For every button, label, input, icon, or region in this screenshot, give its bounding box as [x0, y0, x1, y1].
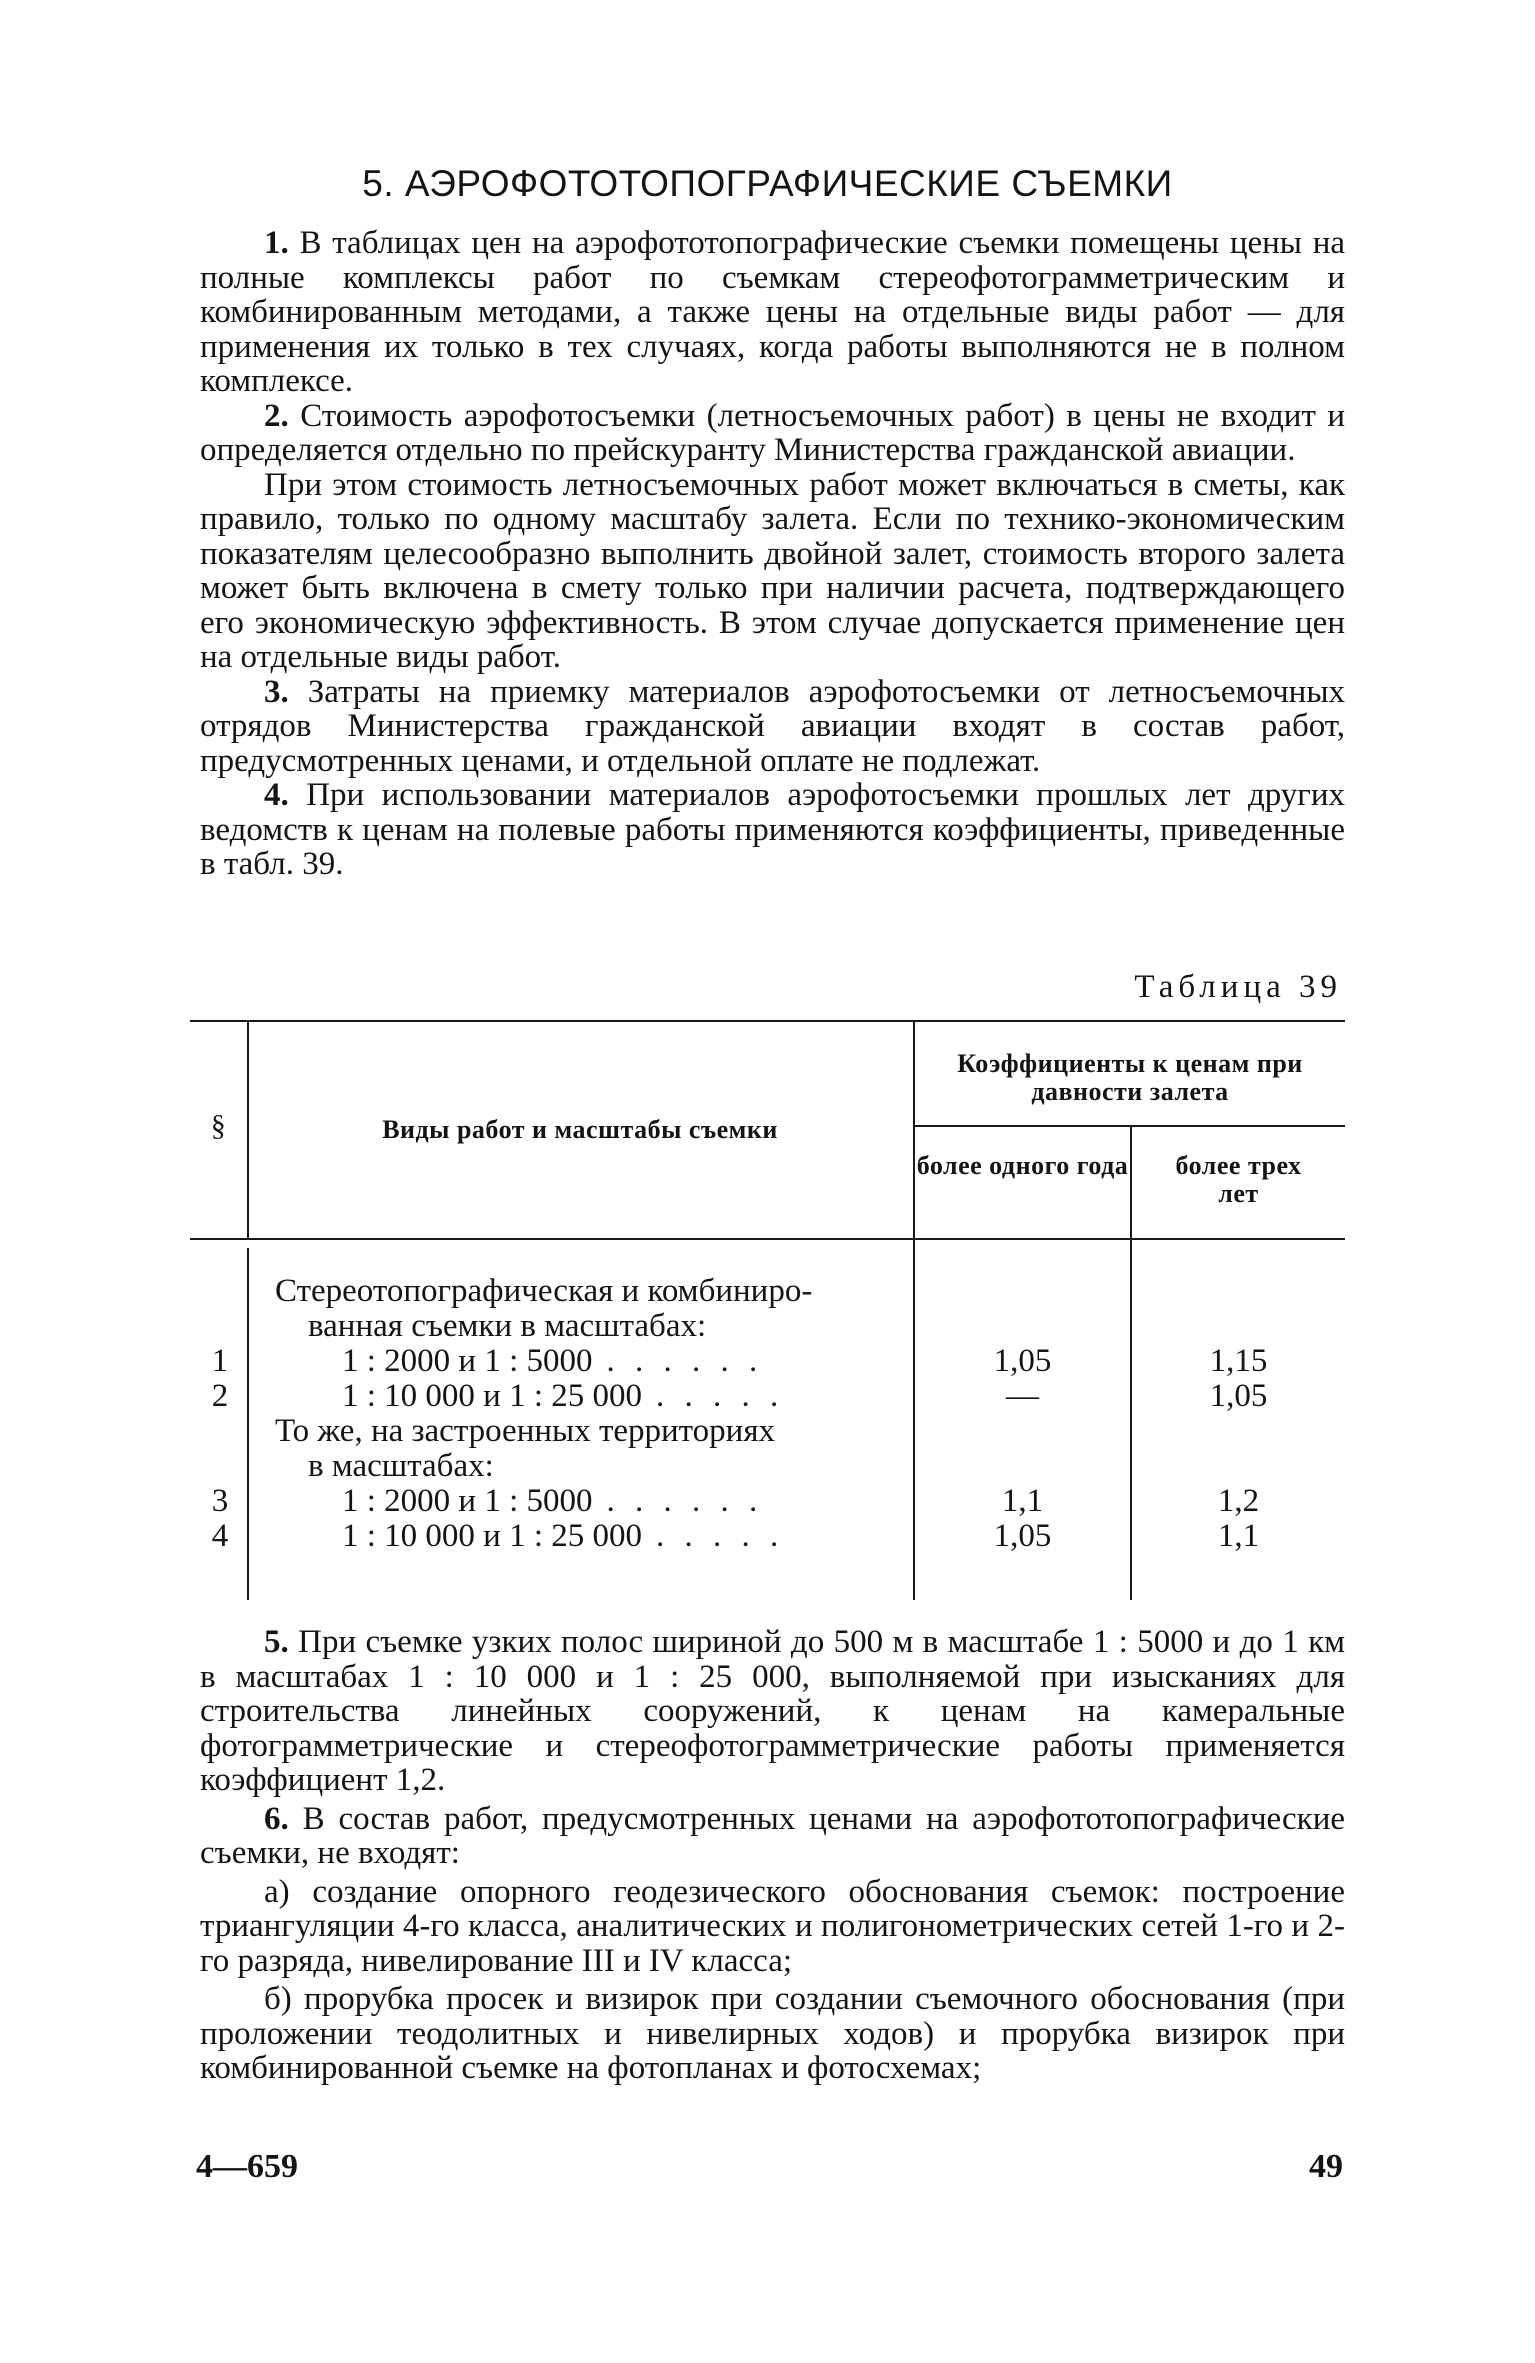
row-3-one-year: 1,1	[1001, 1483, 1044, 1519]
paragraph-6: 6. В состав работ, предусмотренных ценами на аэрофототопографические съемки, не входят:	[200, 1800, 1346, 1871]
row-3-three-years: 1,2	[1217, 1483, 1260, 1519]
header-more-three-years: более трех лет	[1175, 1151, 1302, 1208]
table-top-rule	[190, 1020, 1345, 1022]
table-label: Таблица 39	[1134, 969, 1342, 1005]
row-3-number: 3	[211, 1483, 229, 1519]
paragraph-4: 4. При использовании материалов аэрофотосъемки прошлых лет других ведомств к ценам на полевые работы применяются коэффициенты, приведенные в табл. 39.	[200, 777, 1346, 882]
row-2-three-years: 1,05	[1209, 1378, 1268, 1414]
row-4-three-years: 1,1	[1217, 1518, 1260, 1554]
paragraph-2: 2. Стоимость аэрофотосъемки (летносъемочных работ) в цены не входит и определяется отдельно по прейскуранту Министерства гражданской авиации.	[200, 397, 1345, 468]
row-1-scale: 1 : 2000 и 1 : 5000 . . . . . .	[342, 1343, 764, 1379]
signature-mark: 4—659	[196, 2148, 298, 2185]
row-1-number: 1	[211, 1343, 229, 1379]
header-work-types: Виды работ и масштабы съемки	[382, 1115, 778, 1144]
paragraph-2-continued: При этом стоимость летносъемочных работ может включаться в сметы, как правило, только по одному масштабу залета. Если по технико-экономическим показателям целесообразно выполнить двойной залет, стоимость второго залета может быть включена в смету только при наличии расчета, подтверждающего его экономическую эффективность. В этом случае допускается применение цен на отдельные виды работ.	[200, 466, 1345, 675]
paragraph-6a: а) создание опорного геодезического обоснования съемок: построение триангуляции 4-го класса, аналитических и полигонометрических сетей 1-го и 2-го разряда, нивелирование III и IV класса;	[200, 1873, 1345, 1979]
row-2-number: 2	[211, 1378, 229, 1414]
paragraphs-top	[200, 226, 1345, 882]
paragraph-6b: б) прорубка просек и визирок при создании съемочного обоснования (при проложении теодолитных и нивелирных ходов) и прорубка визирок при комбинированной съемке на фотопланах и фотосхемах;	[200, 1981, 1345, 2086]
header-bottom-rule	[190, 1238, 1345, 1240]
section-title: 5. АЭРОФОТОТОПОГРАФИЧЕСКИЕ СЪЕМКИ	[362, 163, 1173, 204]
coefficients-table	[190, 1020, 1345, 1600]
page-number: 49	[1309, 2148, 1343, 2185]
header-section-symbol: §	[210, 1109, 227, 1142]
group-2-title-line-2: в масштабах:	[308, 1448, 494, 1484]
paragraph-1: 1. В таблицах цен на аэрофототопографические съемки помещены цены на полные комплексы работ по съемкам стереофотограмметрическим и комбинированным методами, а также цены на отдельные виды работ — для применения их только в тех случаях, когда работы выполняются не в полном комплексе.	[200, 225, 1345, 399]
row-3-scale: 1 : 2000 и 1 : 5000 . . . . . .	[342, 1483, 764, 1519]
header-more-one-year: более одного года	[916, 1151, 1129, 1180]
row-2-one-year: —	[1006, 1378, 1039, 1414]
group-2-title-line-1: То же, на застроенных территориях	[275, 1413, 775, 1449]
group-1-title-line-1: Стереотопографическая и комбиниро-	[275, 1273, 813, 1309]
row-4-number: 4	[211, 1518, 229, 1554]
paragraph-3: 3. Затраты на приемку материалов аэрофотосъемки от летносъемочных отрядов Министерства гражданской авиации входят в состав работ, предусмотренных ценами, и отдельной оплате не подлежат.	[200, 673, 1345, 779]
row-1-three-years: 1,15	[1209, 1343, 1268, 1379]
row-2-scale: 1 : 10 000 и 1 : 25 000 . . . . .	[342, 1378, 785, 1414]
paragraphs-bottom	[200, 1625, 1345, 2086]
row-4-scale: 1 : 10 000 и 1 : 25 000 . . . . .	[342, 1518, 785, 1554]
group-1-title-line-2: ванная съемки в масштабах:	[308, 1308, 707, 1344]
header-coefficients: Коэффициенты к ценам при давности залета	[957, 1049, 1303, 1106]
row-4-one-year: 1,05	[993, 1518, 1052, 1554]
row-1-one-year: 1,05	[993, 1343, 1052, 1379]
paragraph-5: 5. При съемке узких полос шириной до 500 м в масштабе 1 : 5000 и до 1 км в масштабах 1 : 10 000 и 1 : 25 000, выполняемой при изысканиях для строительства линейных сооружений, к ценам на камеральные фотограмметрические и стереофотограмметрические работы применяется коэффициент 1,2.	[200, 1624, 1345, 1798]
